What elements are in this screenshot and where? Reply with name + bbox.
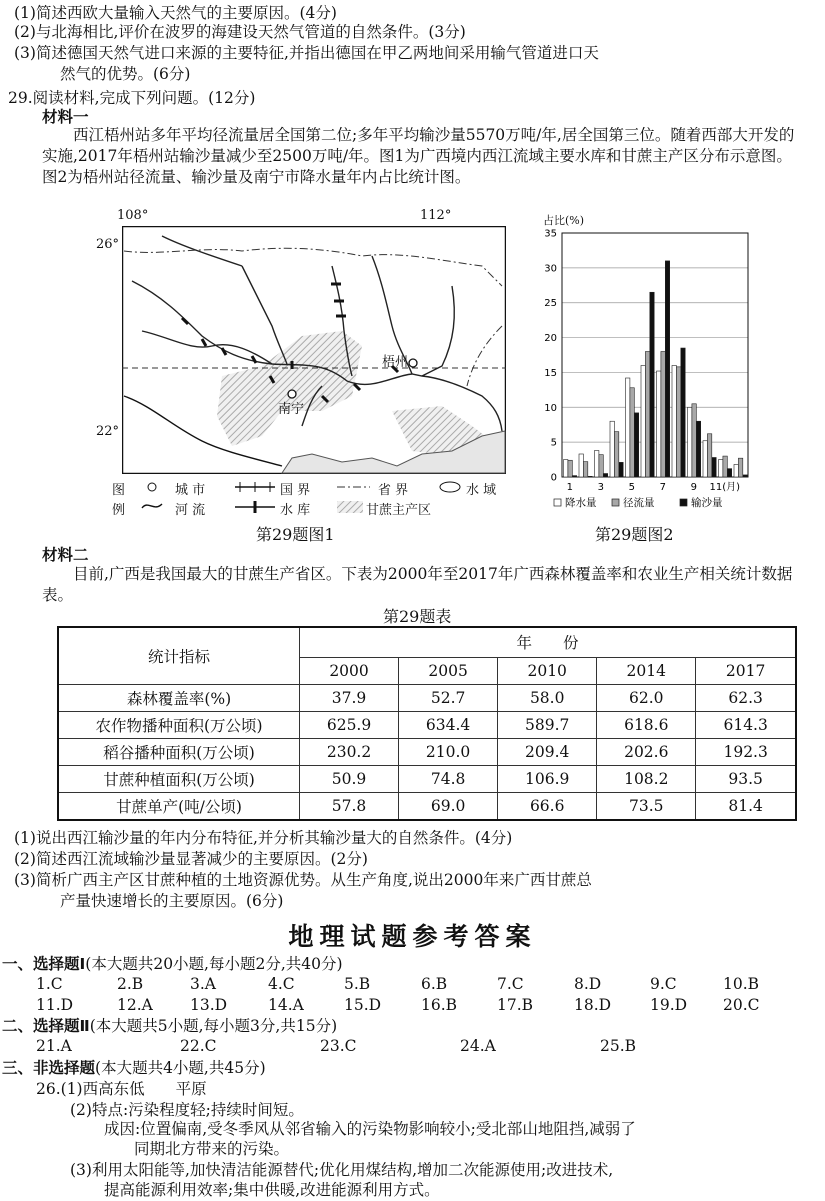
chart-bar xyxy=(572,476,576,477)
map-caption: 第29题图1 xyxy=(256,525,335,544)
q29-sub2: (2)简述西江流域输沙量显著减少的主要原因。(2分) xyxy=(14,850,368,868)
row-label: 甘蔗单产(吨/公顷) xyxy=(58,792,300,820)
answer-item: 5.B xyxy=(344,975,371,993)
table-cell: 37.9 xyxy=(300,684,399,711)
answer-item: 18.D xyxy=(574,996,612,1014)
material2-text: 目前,广西是我国最大的甘蔗生产省区。下表为2000年至2017年广西森林覆盖率和农业生产相关统计数据表。 xyxy=(42,565,793,604)
map-city-wuzhou: 梧州 xyxy=(382,355,409,370)
map-figure xyxy=(122,226,506,474)
chart-bar xyxy=(564,460,568,477)
table-cell: 209.4 xyxy=(498,738,597,765)
row-label: 农作物播种面积(万公顷) xyxy=(58,711,300,738)
chart-ytick-label: 25 xyxy=(544,298,557,310)
material2-title: 材料二 xyxy=(42,546,89,564)
table-cell: 50.9 xyxy=(300,765,399,792)
table-cell: 57.8 xyxy=(300,792,399,820)
chart-bar xyxy=(707,434,711,477)
map-lon-108: 108° xyxy=(117,208,149,223)
chart-bar xyxy=(634,413,638,477)
table-cell: 62.0 xyxy=(597,684,696,711)
answer-item: 21.A xyxy=(36,1037,72,1055)
chart-legend-label: 降水量 xyxy=(565,497,597,509)
answer-item: 17.B xyxy=(497,996,534,1014)
answer-item: 12.A xyxy=(117,996,153,1014)
row-label: 甘蔗种植面积(万公顷) xyxy=(58,765,300,792)
table-cell: 625.9 xyxy=(300,711,399,738)
sec2-note: (本大题共5小题,每小题3分,共15分) xyxy=(89,1017,338,1035)
table-cell: 192.3 xyxy=(696,738,796,765)
table-cell: 202.6 xyxy=(597,738,696,765)
question-3-line2: 然气的优势。(6分) xyxy=(60,65,191,83)
table-row xyxy=(58,738,796,765)
legend-title-2: 例 xyxy=(112,503,126,518)
table-cell: 81.4 xyxy=(696,792,796,820)
answer-item: 14.A xyxy=(268,996,304,1014)
answer-item: 6.B xyxy=(421,975,448,993)
material1-title: 材料一 xyxy=(42,108,89,126)
map-city-nanning: 南宁 xyxy=(278,402,305,417)
chart-bar xyxy=(599,455,603,477)
legend-river: 河 流 xyxy=(175,503,206,518)
chart-plot-frame xyxy=(562,233,748,477)
chart-bar xyxy=(619,462,623,477)
chart-ylabel: 占比(%) xyxy=(543,214,585,227)
chart-bar xyxy=(595,451,599,477)
chart-ytick-label: 30 xyxy=(544,263,557,275)
chart-bar xyxy=(645,352,649,477)
chart-xtick-label: 1 xyxy=(566,482,573,493)
answer-item: 24.A xyxy=(460,1037,496,1055)
table-cell: 52.7 xyxy=(399,684,498,711)
answer-item: 3.A xyxy=(190,975,216,993)
legend-title-1: 图 xyxy=(112,483,126,498)
chart-xtick-label: 9 xyxy=(690,482,697,493)
row-label: 森林覆盖率(%) xyxy=(58,684,300,711)
chart-bar xyxy=(703,441,707,477)
chart-bar xyxy=(657,371,661,477)
table-cell: 106.9 xyxy=(498,765,597,792)
answer-item: 20.C xyxy=(723,996,760,1014)
question-2: (2)与北海相比,评价在波罗的海建设天然气管道的自然条件。(3分) xyxy=(14,23,466,41)
chart-bar xyxy=(727,469,731,477)
answer-item: 2.B xyxy=(117,975,144,993)
chart-legend-label: 输沙量 xyxy=(691,497,723,509)
chart-bar xyxy=(588,476,592,477)
table-row xyxy=(58,792,796,820)
answers-title: 地理试题参考答案 xyxy=(288,922,537,951)
chart-ytick-label: 15 xyxy=(544,367,557,379)
chart-xtick-label: 5 xyxy=(628,482,635,493)
legend-province: 省 界 xyxy=(378,483,409,498)
legend-sugarcane: 甘蔗主产区 xyxy=(366,503,432,518)
chart-bar xyxy=(734,464,738,477)
table-cell: 230.2 xyxy=(300,738,399,765)
sec1-note: (本大题共20小题,每小题2分,共40分) xyxy=(85,955,343,973)
chart-bar xyxy=(614,432,618,477)
answer-26-2: (2)特点:污染程度轻;持续时间短。 xyxy=(70,1101,304,1119)
table-cell: 108.2 xyxy=(597,765,696,792)
legend-water: 水 域 xyxy=(466,483,497,498)
year-cell: 2010 xyxy=(498,657,597,684)
table-cell: 618.6 xyxy=(597,711,696,738)
chart-bar xyxy=(610,421,614,477)
city-wuzhou-marker xyxy=(409,359,417,367)
table-cell: 614.3 xyxy=(696,711,796,738)
chart-bar xyxy=(579,454,583,477)
table-cell: 66.6 xyxy=(498,792,597,820)
chart-bar xyxy=(568,460,572,477)
q29-heading: 29.阅读材料,完成下列问题。(12分) xyxy=(8,89,256,107)
table-row xyxy=(58,765,796,792)
legend-border: 国 界 xyxy=(280,483,311,498)
answer-item: 13.D xyxy=(190,996,228,1014)
sec2-header xyxy=(2,1016,337,1037)
chart-bar xyxy=(696,421,700,477)
sec3-note: (本大题共4小题,共45分) xyxy=(95,1059,266,1077)
chart-bar xyxy=(630,388,634,477)
chart-bar xyxy=(692,404,696,477)
chart-bar xyxy=(723,456,727,477)
answer-26-3: (3)利用太阳能等,加快清洁能源替代;优化用煤结构,增加二次能源使用;改进技术, xyxy=(70,1161,614,1179)
answer-item: 11.D xyxy=(36,996,74,1014)
question-3-line1: (3)简述德国天然气进口来源的主要特征,并指出德国在甲乙两地间采用输气管道进口天 xyxy=(14,44,599,62)
table-cell: 73.5 xyxy=(597,792,696,820)
table-cell: 58.0 xyxy=(498,684,597,711)
table-year-header: 年 份 xyxy=(300,627,797,657)
table-cell: 634.4 xyxy=(399,711,498,738)
q29-sub3-line2: 产量快速增长的主要原因。(6分) xyxy=(60,892,284,910)
answer-item: 10.B xyxy=(723,975,760,993)
chart-xtick-label: 11(月) xyxy=(709,482,741,493)
chart-legend-swatch xyxy=(554,499,561,506)
chart-ytick-label: 5 xyxy=(550,437,557,449)
stats-table xyxy=(57,626,797,821)
chart-xtick-label: 7 xyxy=(659,482,666,493)
table-cell: 62.3 xyxy=(696,684,796,711)
chart-bar xyxy=(626,378,630,477)
table-cell: 93.5 xyxy=(696,765,796,792)
chart-bar xyxy=(672,365,676,477)
chart-legend-swatch xyxy=(680,499,687,506)
table-cell: 589.7 xyxy=(498,711,597,738)
chart-bar xyxy=(738,458,742,477)
answer-26-2-reason: 成因:位置偏南,受冬季风从邻省输入的污染物影响较小;受北部山地阻挡,减弱了 xyxy=(104,1120,636,1138)
map-lat-26: 26° xyxy=(96,237,120,252)
answer-item: 19.D xyxy=(650,996,688,1014)
chart-xtick-label: 3 xyxy=(597,482,604,493)
answer-item: 8.D xyxy=(574,975,602,993)
sec3-head: 三、非选择题 xyxy=(2,1059,96,1077)
answer-item: 7.C xyxy=(497,975,524,993)
answer-26-2-reason-cont: 同期北方带来的污染。 xyxy=(134,1140,290,1158)
bar-chart xyxy=(530,225,755,525)
year-cell: 2017 xyxy=(696,657,796,684)
chart-legend-swatch xyxy=(612,499,619,506)
answer-item: 9.C xyxy=(650,975,677,993)
q29-sub1: (1)说出西江输沙量的年内分布特征,并分析其输沙量大的自然条件。(4分) xyxy=(14,829,513,847)
answer-26-3-cont: 提高能源利用效率;集中供暖,改进能源利用方式。 xyxy=(104,1181,440,1199)
legend-city: 城 市 xyxy=(175,483,206,498)
chart-bar xyxy=(681,348,685,477)
answer-item: 25.B xyxy=(600,1037,637,1055)
table-corner: 统计指标 xyxy=(58,627,300,684)
row-label: 稻谷播种面积(万公顷) xyxy=(58,738,300,765)
answer-item: 22.C xyxy=(180,1037,217,1055)
answer-item: 15.D xyxy=(344,996,382,1014)
table-row xyxy=(58,711,796,738)
chart-bar xyxy=(719,460,723,477)
city-nanning-marker xyxy=(288,390,296,398)
table-row xyxy=(58,684,796,711)
chart-ytick-label: 10 xyxy=(544,402,557,414)
year-cell: 2000 xyxy=(300,657,399,684)
sec1-header xyxy=(2,954,343,975)
chart-bar xyxy=(676,367,680,477)
table-cell: 74.8 xyxy=(399,765,498,792)
chart-ytick-label: 0 xyxy=(550,472,557,484)
sec3-header xyxy=(2,1058,266,1079)
chart-ytick-label: 20 xyxy=(544,333,557,345)
answer-item: 16.B xyxy=(421,996,458,1014)
chart-bar xyxy=(743,475,747,477)
map-lat-22: 22° xyxy=(96,424,120,439)
year-cell: 2014 xyxy=(597,657,696,684)
answer-item: 1.C xyxy=(36,975,63,993)
chart-ytick-label: 35 xyxy=(544,228,557,240)
chart-bar xyxy=(688,407,692,477)
table-cell: 210.0 xyxy=(399,738,498,765)
table-cell: 69.0 xyxy=(399,792,498,820)
q29-sub3-line1: (3)简析广西主产区甘蔗种植的土地资源优势。从生产角度,说出2000年来广西甘蔗总 xyxy=(14,871,592,889)
sec2-head: 二、选择题Ⅱ xyxy=(2,1017,90,1035)
chart-bar xyxy=(712,457,716,477)
answer-item: 23.C xyxy=(320,1037,357,1055)
question-1: (1)简述西欧大量输入天然气的主要原因。(4分) xyxy=(14,4,337,22)
chart-legend-label: 径流量 xyxy=(623,497,655,509)
answer-26-1: 26.(1)西高东低 平原 xyxy=(36,1080,207,1098)
chart-bar xyxy=(665,261,669,477)
chart-caption: 第29题图2 xyxy=(595,525,674,544)
chart-bar xyxy=(583,462,587,477)
material1-text: 西江梧州站多年平均径流量居全国第二位;多年平均输沙量5570万吨/年,居全国第三位。随着西部大开发的实施,2017年梧州站输沙量减少至2500万吨/年。图1为广西境内西江流域主要水库和甘蔗主产区分布示意图。图2为梧州站径流量、输沙量及南宁市降水量年内占比统计图。 xyxy=(42,126,795,186)
chart-bar xyxy=(641,365,645,477)
year-cell: 2005 xyxy=(399,657,498,684)
chart-bar xyxy=(650,292,654,477)
sec1-head: 一、选择题Ⅰ xyxy=(2,955,86,973)
legend-reservoir: 水 库 xyxy=(280,503,311,518)
table-caption: 第29题表 xyxy=(383,607,452,626)
answer-item: 4.C xyxy=(268,975,295,993)
chart-bar xyxy=(603,474,607,477)
map-lon-112: 112° xyxy=(420,208,452,223)
chart-bar xyxy=(661,352,665,477)
